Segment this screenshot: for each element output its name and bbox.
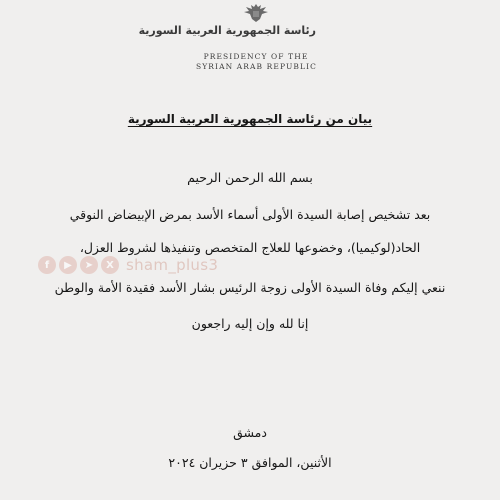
youtube-icon: ▶	[59, 256, 77, 274]
statement-line-4: إنا لله وإن إليه راجعون	[191, 316, 309, 331]
statement-line-3: ننعي إليكم وفاة السيدة الأولى زوجة الرئيس بشار الأسد فقيدة الأمة والوطن	[54, 280, 446, 295]
telegram-icon: ➤	[80, 256, 98, 274]
arabic-presidency-title: رئاسة الجمهورية العربية السورية	[138, 24, 316, 37]
watermark	[38, 254, 218, 276]
english-presidency-title-line1: PRESIDENCY OF THE	[203, 52, 309, 61]
eagle-emblem-icon	[242, 2, 270, 24]
basmala: بسم الله الرحمن الرحيم	[187, 170, 313, 185]
x-icon: X	[101, 256, 119, 274]
statement-title: بيان من رئاسة الجمهورية العربية السورية	[127, 112, 373, 126]
statement-line-2: الحاد(لوكيميا)، وخضوعها للعلاج المتخصص وتنفيذها لشروط العزل،	[79, 240, 421, 255]
watermark-text: sham_plus3	[126, 256, 219, 274]
facebook-icon: f	[38, 256, 56, 274]
statement-date: الأثنين، الموافق ٣ حزيران ٢٠٢٤	[168, 455, 332, 470]
statement-city: دمشق	[233, 425, 267, 440]
statement-line-1: بعد تشخيص إصابة السيدة الأولى أسماء الأسد بمرض الإبيضاض النوقي	[69, 207, 431, 222]
english-presidency-title-line2: SYRIAN ARAB REPUBLIC	[196, 62, 317, 71]
letterhead	[138, 2, 317, 72]
